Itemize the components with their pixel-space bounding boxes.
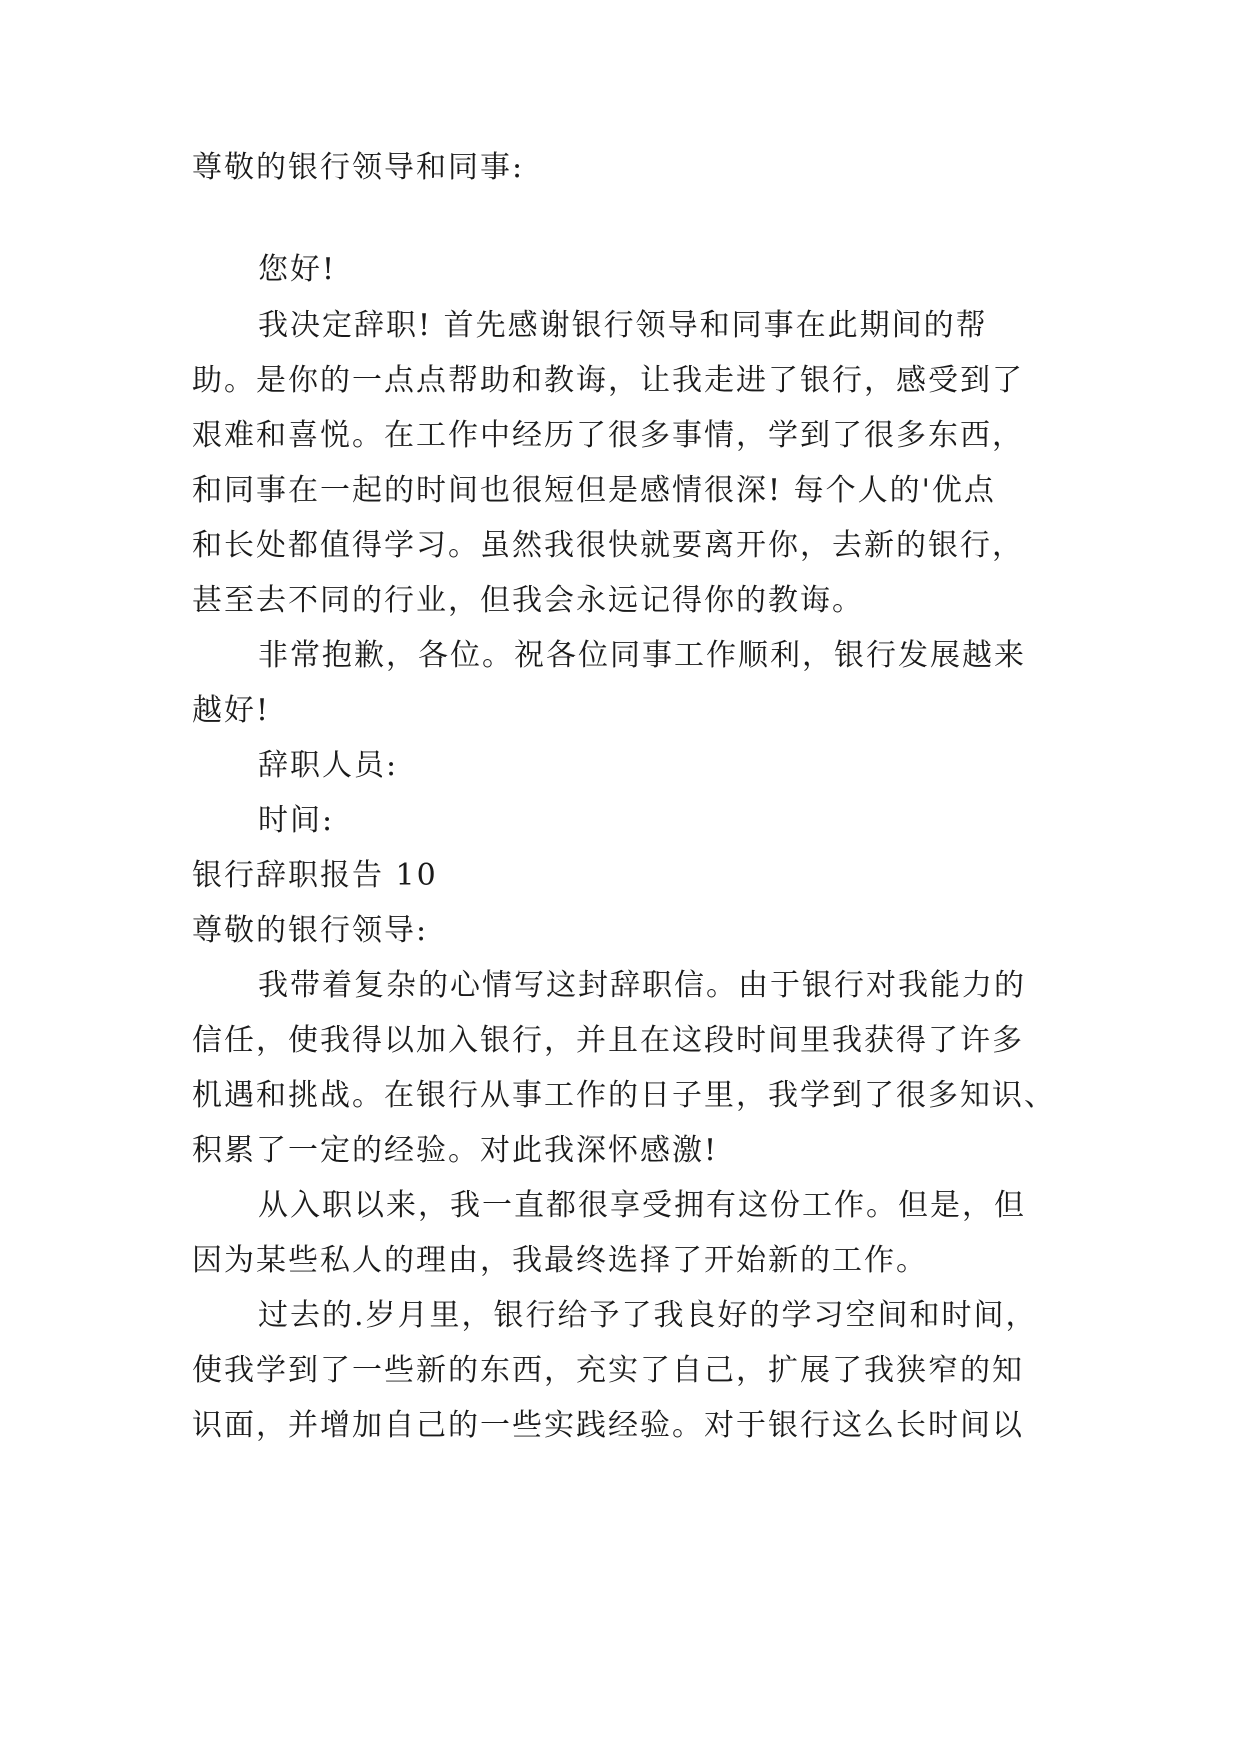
signer-label: 辞职人员: <box>258 748 399 783</box>
paragraph-line: 我带着复杂的心情写这封辞职信。由于银行对我能力的 <box>258 968 1026 1003</box>
paragraph-line: 我决定辞职! 首先感谢银行领导和同事在此期间的帮 <box>258 308 988 343</box>
paragraph-line: 助。是你的一点点帮助和教诲，让我走进了银行，感受到了 <box>192 363 1024 398</box>
paragraph-line: 和长处都值得学习。虽然我很快就要离开你，去新的银行， <box>192 528 1024 563</box>
paragraph-line: 和同事在一起的时间也很短但是感情很深! 每个人的'优点 <box>192 473 996 508</box>
salutation: 尊敬的银行领导: <box>192 913 429 948</box>
paragraph-line: 使我学到了一些新的东西，充实了自己，扩展了我狭窄的知 <box>192 1353 1024 1388</box>
paragraph-line: 甚至去不同的行业，但我会永远记得你的教诲。 <box>192 583 864 618</box>
date-label: 时间: <box>258 803 335 838</box>
paragraph-line: 非常抱歉，各位。祝各位同事工作顺利，银行发展越来 <box>258 638 1026 673</box>
paragraph-line: 因为某些私人的理由，我最终选择了开始新的工作。 <box>192 1243 928 1278</box>
paragraph-line: 机遇和挑战。在银行从事工作的日子里，我学到了很多知识、 <box>192 1078 1056 1113</box>
salutation: 尊敬的银行领导和同事: <box>192 150 525 185</box>
greeting: 您好! <box>258 252 337 287</box>
report-title: 银行辞职报告 10 <box>192 858 438 893</box>
paragraph-line: 从入职以来，我一直都很享受拥有这份工作。但是，但 <box>258 1188 1026 1223</box>
paragraph-line: 艰难和喜悦。在工作中经历了很多事情，学到了很多东西， <box>192 418 1024 453</box>
paragraph-line: 积累了一定的经验。对此我深怀感激! <box>192 1133 719 1168</box>
paragraph-line: 识面，并增加自己的一些实践经验。对于银行这么长时间以 <box>192 1408 1024 1443</box>
paragraph-line: 信任，使我得以加入银行，并且在这段时间里我获得了许多 <box>192 1023 1024 1058</box>
paragraph-line: 过去的.岁月里，银行给予了我良好的学习空间和时间， <box>258 1298 1038 1333</box>
paragraph-line: 越好! <box>192 693 271 728</box>
